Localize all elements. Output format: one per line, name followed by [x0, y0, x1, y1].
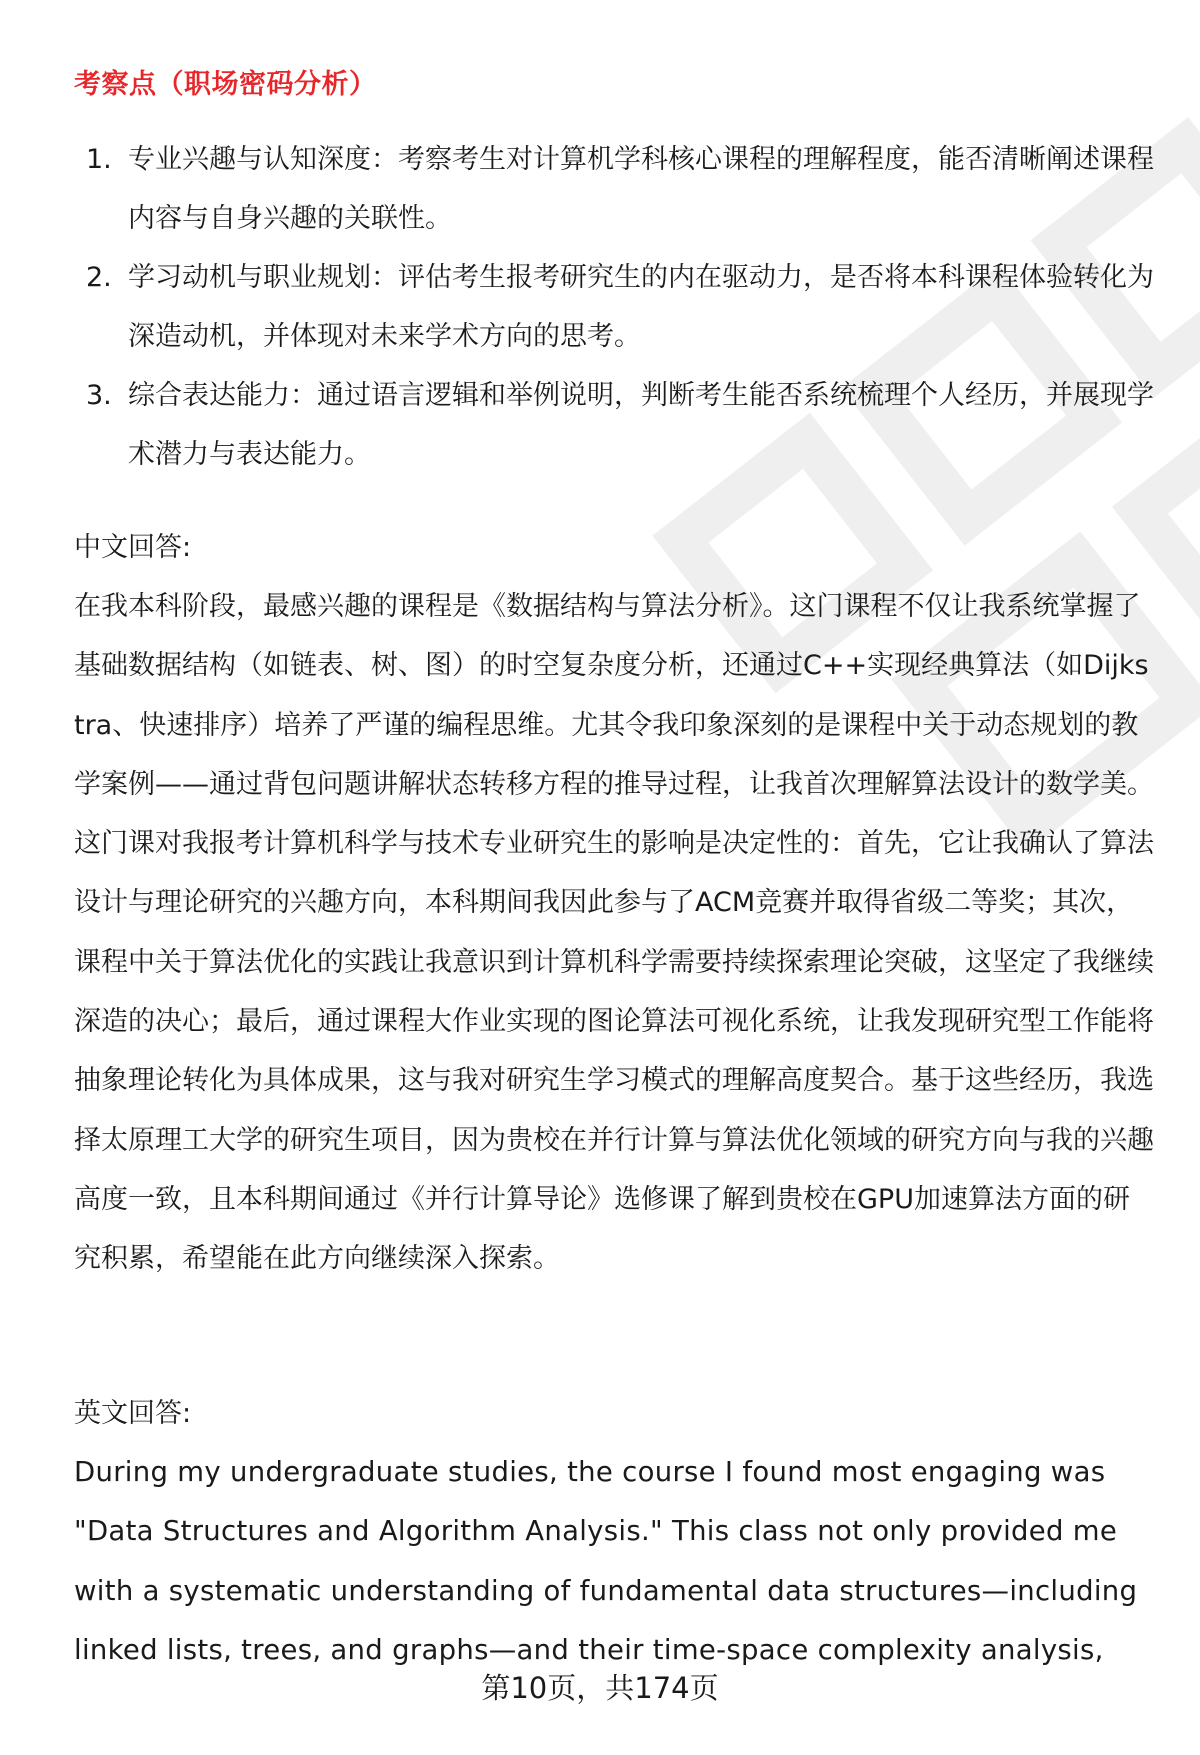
list-item: [74, 366, 1154, 484]
list-item-text: 综合表达能力：通过语言逻辑和举例说明，判断考生能否系统梳理个人经历，并展现学术潜力与表达能力。: [128, 380, 1154, 470]
list-item-text: 专业兴趣与认知深度：考察考生对计算机学科核心课程的理解程度，能否清晰阐述课程内容与自身兴趣的关联性。: [128, 144, 1154, 234]
list-item-number: 3.: [86, 380, 112, 411]
list-item: [74, 248, 1154, 366]
assessment-points-list: [74, 130, 1154, 484]
list-item-text: 学习动机与职业规划：评估考生报考研究生的内在驱动力，是否将本科课程体验转化为深造动机，并体现对未来学术方向的思考。: [128, 262, 1154, 352]
english-answer-label: 英文回答:: [74, 1398, 192, 1429]
chinese-answer-text: 在我本科阶段，最感兴趣的课程是《数据结构与算法分析》。这门课程不仅让我系统掌握了基础数据结构（如链表、树、图）的时空复杂度分析，还通过C++实现经典算法（如Dijkstra、快速排序）培养了严谨的编程思维。尤其令我印象深刻的是课程中关于动态规划的教学案例——通过背包问题讲解状态转移方程的推导过程，让我首次理解算法设计的数学美。这门课对我报考计算机科学与技术专业研究生的影响是决定性的：首先，它让我确认了算法设计与理论研究的兴趣方向，本科期间我因此参与了ACM竞赛并取得省级二等奖；其次，课程中关于算法优化的实践让我意识到计算机科学需要持续探索理论突破，这坚定了我继续深造的决心；最后，通过课程大作业实现的图论算法可视化系统，让我发现研究型工作能将抽象理论转化为具体成果，这与我对研究生学习模式的理解高度契合。基于这些经历，我选择太原理工大学的研究生项目，因为贵校在并行计算与算法优化领域的研究方向与我的兴趣高度一致，且本科期间通过《并行计算导论》选修课了解到贵校在GPU加速算法方面的研究积累，希望能在此方向继续深入探索。: [74, 591, 1154, 1275]
page-number-footer: 第10页，共174页: [481, 1671, 719, 1705]
list-item-number: 2.: [86, 262, 112, 293]
page-heading: 考察点（职场密码分析）: [74, 69, 377, 100]
english-answer-text: During my undergraduate studies, the course I found most engaging was "Data Structures and Algorithm Analysis." This class not only provided me with a systematic understanding of fundamental data structures—including linked lists, trees, and graphs—and their time-space complexity analysis,: [74, 1456, 1138, 1666]
chinese-answer-label: 中文回答:: [74, 532, 192, 563]
list-item: [74, 130, 1154, 248]
list-item-number: 1.: [86, 144, 112, 175]
